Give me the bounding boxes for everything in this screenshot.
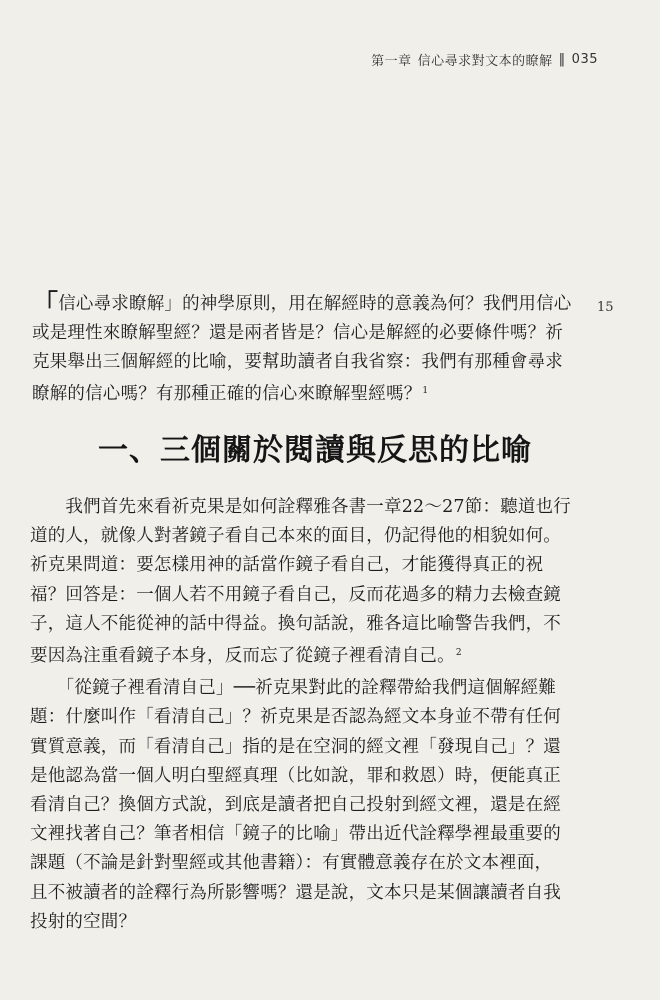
chapter-label: 第一章 <box>371 54 412 69</box>
intro-paragraph <box>32 290 580 409</box>
paragraph-line: 是他認為當一個人明白聖經真理（比如說，罪和救恩）時，便能真正 <box>30 765 561 786</box>
margin-line-number: 15 <box>597 300 614 315</box>
paragraph-line: 題：什麼叫作「看清自己」？祈克果是否認為經文本身並不帶有任何 <box>30 707 561 728</box>
paragraph-line: 課題（不論是針對聖經或其他書籍）：有實體意義存在於文本裡面， <box>30 853 553 874</box>
paragraph-line: 道的人，就像人對著鏡子看自己本來的面目，仍記得他的相貌如何。 <box>30 526 561 547</box>
chapter-title: 信心尋求對文本的瞭解 <box>417 54 553 69</box>
paragraph-line: 子，這人不能從神的話中得益。換句話說，雅各這比喻警告我們，不 <box>30 613 561 634</box>
footnote-ref: 1 <box>422 386 429 396</box>
intro-line: 或是理性來瞭解聖經？還是兩者皆是？信心是解經的必要條件嗎？祈 <box>32 323 563 343</box>
section-heading: 一、三個關於閱讀與反思的比喻 <box>98 433 532 468</box>
intro-line: 克果舉出三個解經的比喻，要幫助讀者自我省察：我們有那種會尋求 <box>32 352 563 372</box>
header-separator: ‖ <box>558 52 566 67</box>
open-quote-bracket: 「 <box>32 290 59 320</box>
paragraph-line: 要因為注重看鏡子本身，反而忘了從鏡子裡看清自己。$^2$ <box>30 646 462 667</box>
paragraph-line: 實質意義，而「看清自己」指的是在空洞的經文裡「發現自己」？還 <box>30 736 561 757</box>
paragraph-line: 文裡找著自己？筆者相信「鏡子的比喻」帶出近代詮釋學裡最重要的 <box>30 824 561 845</box>
paragraph-line: 看清自己？換個方式說，到底是讀者把自己投射到經文裡，還是在經 <box>30 795 561 816</box>
page-number: 035 <box>571 52 598 67</box>
paragraph-line: 投射的空間？ <box>30 911 137 932</box>
intro-line: 「信心尋求瞭解」的神學原則，用在解經時的意義為何？我們用信心 <box>32 290 572 320</box>
paragraph-line: 且不被讀者的詮釋行為所影響嗎？還是說，文本只是某個讓讀者自我 <box>30 882 561 903</box>
paragraph-line: 「從鏡子裡看清自己」──祈克果對此的詮釋帶給我們這個解經難 <box>65 678 557 699</box>
body-text <box>30 493 590 937</box>
paragraph-line: 我們首先來看祈克果是如何詮釋雅各書一章22～27節：聽道也行 <box>65 497 571 517</box>
paragraph-line: 祈克果問道：要怎樣用神的話當作鏡子看自己，才能獲得真正的祝 <box>30 555 544 576</box>
paragraph-1 <box>30 493 590 671</box>
intro-line: 瞭解的信心嗎？有那種正確的信心來瞭解聖經嗎？$^1$ <box>32 384 429 404</box>
running-head <box>371 50 598 69</box>
paragraph-2 <box>30 674 590 937</box>
paragraph-line: 福？回答是：一個人若不用鏡子看自己，反而花過多的精力去檢查鏡 <box>30 584 561 605</box>
footnote-ref: 2 <box>455 648 462 659</box>
